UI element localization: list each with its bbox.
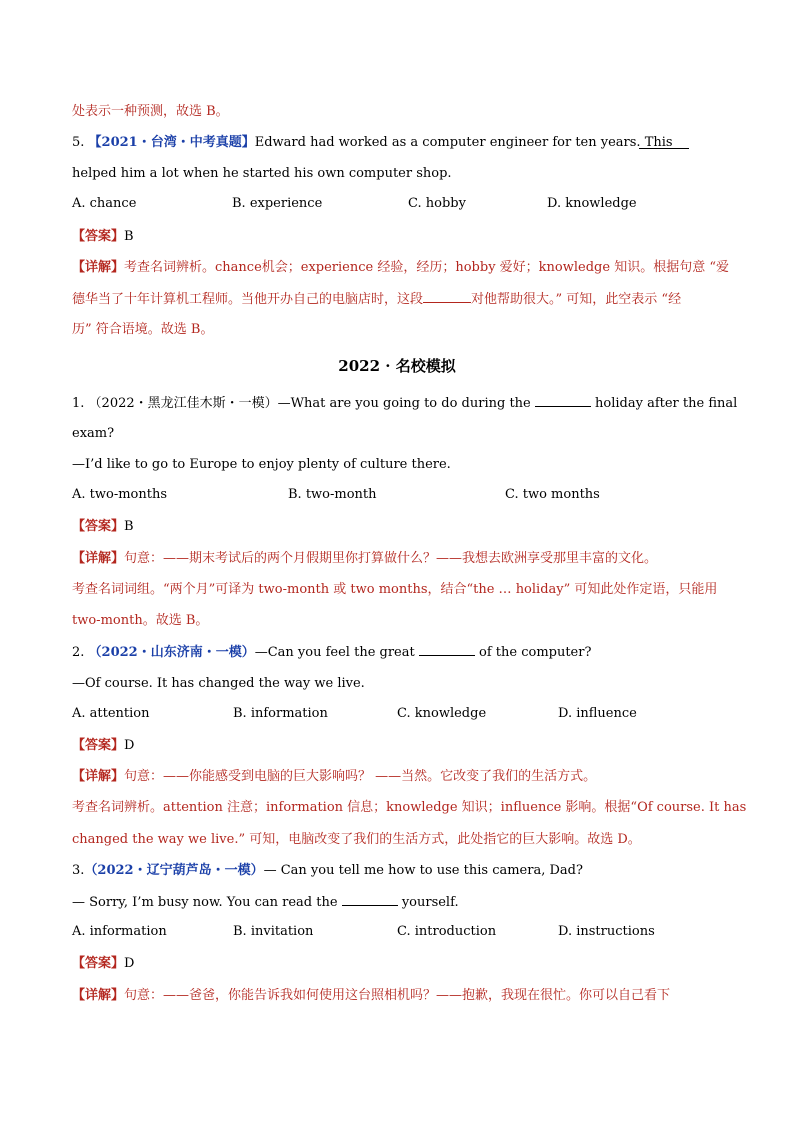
q5-option-c: C. hobby — [408, 196, 466, 211]
section-title: 2022 · 名校模拟 — [338, 357, 456, 375]
q2-option-a: A. attention — [72, 706, 150, 721]
q1-stem-line3: —I’d like to go to Europe to enjoy plenty of culture there. — [72, 457, 451, 472]
q5-detail-blank — [423, 290, 471, 303]
q2-number: 2. — [72, 645, 85, 660]
q3-answer-value: D — [124, 956, 135, 971]
q3-answer — [72, 955, 726, 973]
q1-stem-line1 — [72, 394, 738, 413]
q2-stem-text-a: —Can you feel the great — [254, 645, 415, 660]
q3-stem-text-b: yourself. — [401, 895, 459, 910]
q2-answer — [72, 737, 726, 755]
q3-stem-text: — Can you tell me how to use this camera, Dad? — [263, 863, 583, 878]
q1-detail-line2: 考查名词词组。“两个月”可译为 two-month 或 two months，结合“the … holiday” 可知此处作定语，只能用 — [72, 582, 718, 597]
q2-option-d: D. influence — [558, 706, 637, 721]
q3-option-b: B. invitation — [233, 924, 314, 939]
q2-answer-label: 【答案】 — [72, 738, 125, 753]
q1-answer — [72, 518, 726, 536]
q5-stem-text: Edward had worked as a computer engineer for ten years. This — [254, 135, 673, 150]
q2-option-c: C. knowledge — [397, 706, 487, 721]
q1-detail-line3: two-month。故选 B。 — [72, 613, 209, 628]
q3-detail-line1 — [72, 987, 726, 1005]
q1-detail-line1 — [72, 550, 726, 568]
q2-stem-line2: —Of course. It has changed the way we live. — [72, 676, 365, 691]
q3-option-c: C. introduction — [397, 924, 497, 939]
q5-detail-line1 — [72, 259, 729, 277]
q1-source-tag: （2022・黑龙江佳木斯・一模） — [88, 396, 278, 411]
q3-stem-text-a: — Sorry, I’m busy now. You can read the — [72, 895, 338, 910]
q2-detail-text1: 句意：——你能感受到电脑的巨大影响吗？ ——当然。它改变了我们的生活方式。 — [124, 769, 597, 784]
q5-detail-line3: 历” 符合语境。故选 B。 — [72, 322, 214, 337]
q2-stem-text-b: of the computer? — [479, 645, 592, 660]
q1-option-c: C. two months — [505, 487, 600, 502]
q5-detail-text1: 考查名词辨析。chance机会；experience 经验，经历；hobby 爱好；knowledge 知识。根据句意 “爱 — [124, 260, 729, 275]
q1-stem-text-b: holiday after the final — [595, 396, 738, 411]
q2-option-b: B. information — [233, 706, 328, 721]
q5-answer — [72, 228, 726, 246]
q1-answer-value: B — [124, 519, 134, 534]
q3-option-a: A. information — [72, 924, 167, 939]
q5-stem-line1 — [72, 134, 726, 152]
q5-detail-label: 【详解】 — [72, 260, 125, 275]
q3-source-tag: （2022・辽宁葫芦岛・一模） — [84, 863, 264, 878]
prev-explanation-end: 处表示一种预测，故选 B。 — [72, 104, 229, 119]
q5-source-tag: 【2021・台湾・中考真题】 — [88, 135, 255, 150]
q2-source-tag: （2022・山东济南・一模） — [88, 645, 255, 660]
q2-detail-line2: 考查名词辨析。attention 注意；information 信息；knowledge 知识；influence 影响。根据“Of course. It has — [72, 800, 747, 815]
q5-detail-text2a: 德华当了十年计算机工程师。当他开办自己的电脑店时，这段 — [72, 292, 424, 307]
q5-option-b: B. experience — [232, 196, 323, 211]
q3-stem-line2 — [72, 893, 726, 912]
q5-number: 5. — [72, 135, 85, 150]
q5-answer-label: 【答案】 — [72, 229, 125, 244]
q1-answer-blank — [535, 394, 591, 407]
q5-stem-line2: helped him a lot when he started his own computer shop. — [72, 166, 452, 181]
q3-number: 3. — [72, 863, 85, 878]
q5-answer-blank — [639, 136, 689, 149]
q5-option-d: D. knowledge — [547, 196, 637, 211]
q1-stem-line2: exam? — [72, 426, 115, 441]
q2-detail-line1 — [72, 768, 726, 786]
q5-detail-text2b: 对他帮助很大。” 可知，此空表示 “经 — [471, 292, 682, 307]
q1-number: 1. — [72, 396, 85, 411]
q2-detail-label: 【详解】 — [72, 769, 125, 784]
q2-answer-blank — [419, 643, 475, 656]
q3-stem-line1 — [72, 862, 726, 880]
q5-option-a: A. chance — [72, 196, 137, 211]
q5-answer-value: B — [124, 229, 134, 244]
q2-stem-line1 — [72, 643, 726, 662]
q3-option-d: D. instructions — [558, 924, 655, 939]
q3-detail-label: 【详解】 — [72, 988, 125, 1003]
q2-answer-value: D — [124, 738, 135, 753]
q1-option-b: B. two-month — [288, 487, 377, 502]
q1-stem-text-a: —What are you going to do during the — [277, 396, 531, 411]
q1-detail-text1: 句意：——期末考试后的两个月假期里你打算做什么？——我想去欧洲享受那里丰富的文化。 — [124, 551, 658, 566]
q1-detail-label: 【详解】 — [72, 551, 125, 566]
q3-answer-blank — [342, 893, 398, 906]
q5-detail-line2 — [72, 290, 726, 309]
q1-answer-label: 【答案】 — [72, 519, 125, 534]
q1-option-a: A. two-months — [72, 487, 168, 502]
q3-answer-label: 【答案】 — [72, 956, 125, 971]
q2-detail-line3: changed the way we live.” 可知，电脑改变了我们的生活方式，此处指它的巨大影响。故选 D。 — [72, 832, 641, 847]
q3-detail-text1: 句意：——爸爸，你能告诉我如何使用这台照相机吗？——抱歉，我现在很忙。你可以自己看下 — [124, 988, 671, 1003]
